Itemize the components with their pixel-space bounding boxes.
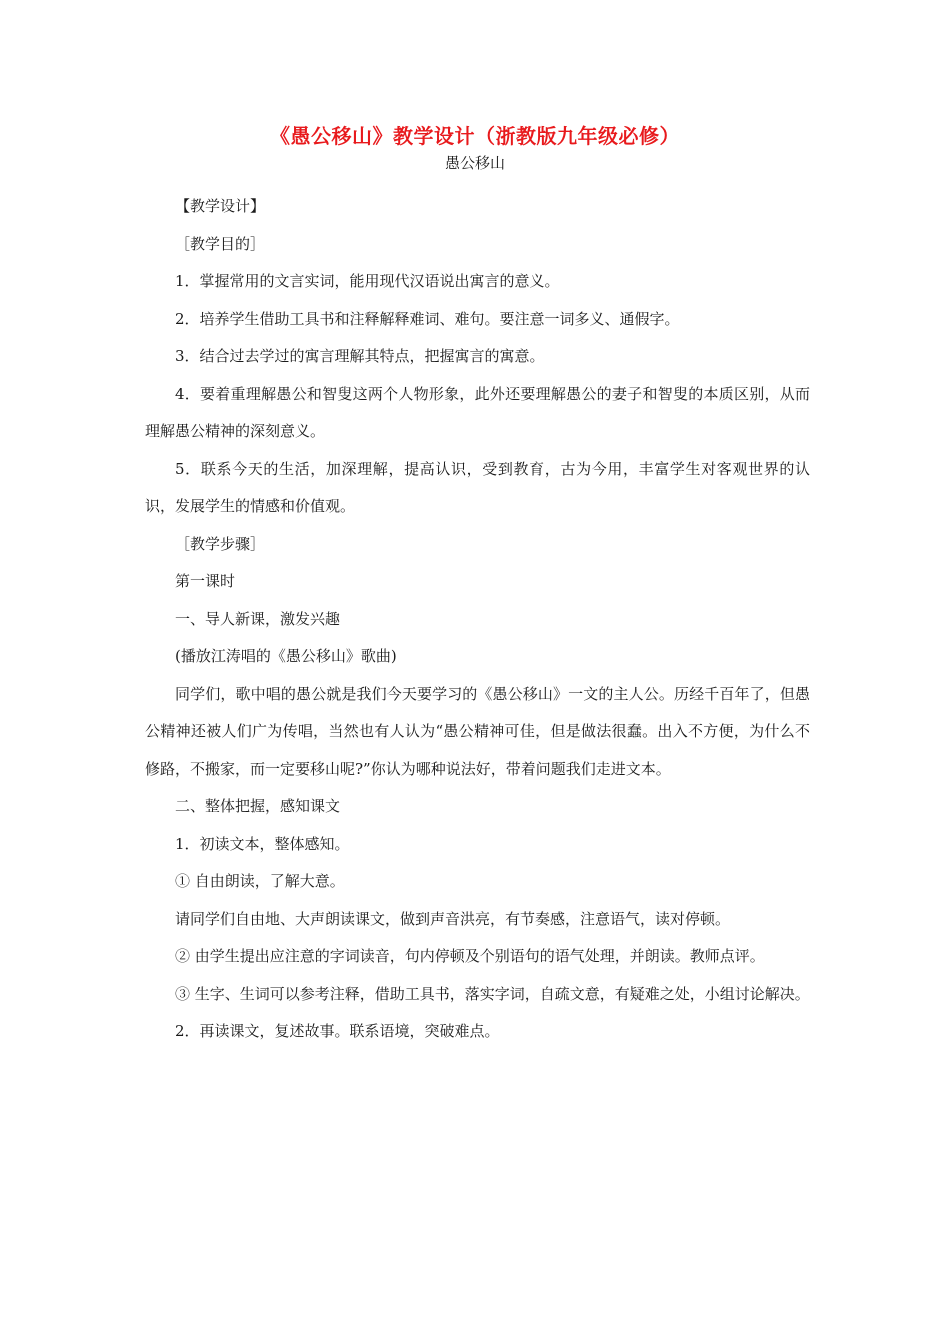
- paragraph: 请同学们自由地、大声朗读课文，做到声音洪亮，有节奏感，注意语气，读对停顿。: [175, 909, 731, 928]
- paragraph: 2．培养学生借助工具书和注释解释难词、难句。要注意一词多义、通假字。: [175, 309, 680, 328]
- paragraph: 1．初读文本，整体感知。: [175, 834, 350, 853]
- paragraph: ② 由学生提出应注意的字词读音，句内停顿及个别语句的语气处理，并朗读。教师点评。: [175, 947, 765, 965]
- paragraph: 一、导人新课，激发兴趣: [175, 609, 341, 628]
- document-title: 《愚公移山》教学设计（浙教版九年级必修）: [270, 124, 680, 148]
- paragraph: 【教学设计】: [175, 197, 266, 215]
- paragraph: (播放江涛唱的《愚公移山》歌曲): [175, 647, 397, 665]
- paragraph: ③ 生字、生词可以参考注释，借助工具书，落实字词，自疏文意，有疑难之处，小组讨论解决。: [175, 984, 810, 1003]
- paragraph: 4．要着重理解愚公和智叟这两个人物形象，此外还要理解愚公的妻子和智叟的本质区别，从而理解愚公精神的深刻意义。: [145, 384, 810, 440]
- document-subtitle: 愚公移山: [444, 154, 505, 172]
- paragraph: 3．结合过去学过的寓言理解其特点，把握寓言的寓意。: [175, 347, 545, 365]
- paragraph: 5．联系今天的生活，加深理解，提高认识，受到教育，古为今用，丰富学生对客观世界的认识，发展学生的情感和价值观。: [145, 459, 810, 515]
- document-body: [145, 188, 810, 1051]
- paragraph: 2．再读课文，复述故事。联系语境，突破难点。: [175, 1022, 500, 1040]
- paragraph: 二、整体把握，感知课文: [175, 797, 341, 815]
- paragraph: 同学们，歌中唱的愚公就是我们今天要学习的《愚公移山》一文的主人公。历经千百年了，但愚公精神还被人们广为传唱，当然也有人认为“愚公精神可佳，但是做法很蠢。出入不方便，为什么不修路，不搬家，而一定要移山呢?”你认为哪种说法好，带着问题我们走进文本。: [145, 684, 810, 778]
- paragraph: 1．掌握常用的文言实词，能用现代汉语说出寓言的意义。: [175, 272, 560, 290]
- paragraph: 第一课时: [175, 572, 236, 590]
- paragraph: ［教学目的］: [175, 234, 266, 253]
- paragraph: ［教学步骤］: [175, 534, 266, 553]
- paragraph: ① 自由朗读，了解大意。: [175, 872, 345, 890]
